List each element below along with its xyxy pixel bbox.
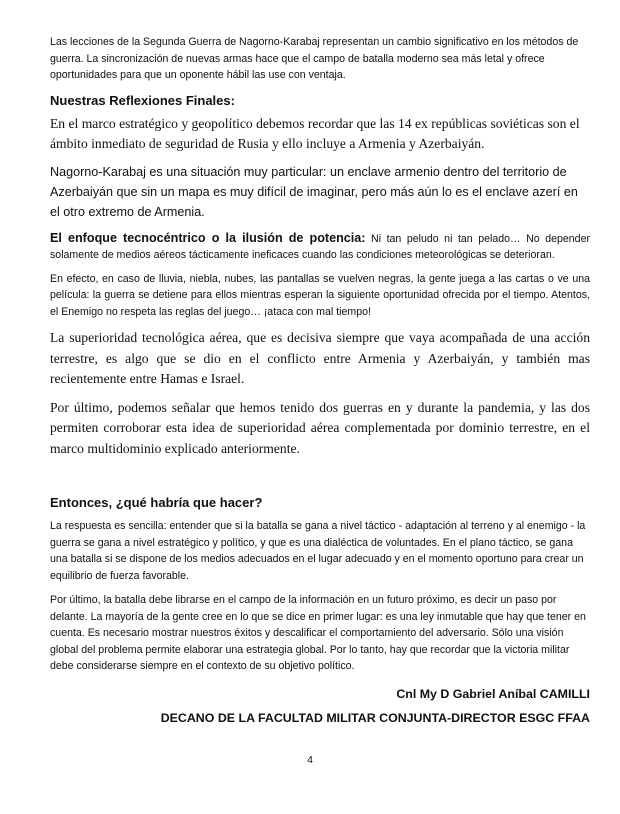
page-number: 4 — [307, 754, 313, 766]
what-to-do-paragraph-1: La respuesta es sencilla: entender que si la batalla se gana a nivel táctico - adaptación al terreno y al enemigo - la guerra se gana a nivel estratégico y político, y que es una dialéctica de voluntades. En el plano táctico, se gana una batalla si se dispone de los medios adecuados en el lugar adecuado y en el momento oportuno para crear un equilibrio de fuerza favorable. — [50, 520, 586, 582]
superiority-paragraph-2: Por último, podemos señalar que hemos tenido dos guerras en y durante la pandemia, y las dos permiten corroborar esta idea de superioridad aérea complementada por dominio terrestre, en el marco multidominio explicado anteriormente. — [50, 399, 590, 456]
what-to-do-heading: Entonces, ¿qué habría que hacer? — [50, 495, 263, 510]
signature-title: DECANO DE LA FACULTAD MILITAR CONJUNTA-DIRECTOR ESGC FFAA — [160, 710, 590, 725]
weather-paragraph: En efecto, en caso de lluvia, niebla, nubes, las pantallas se vuelven negras, la gente juega a las cartas o ve una película: la guerra se detiene para ellos mientras esperan la siguiente oportunidad ofrecida por el tiempo. Atentos, el Enemigo no respeta las reglas del juego… ¡ataca con mal tiempo! — [50, 272, 590, 318]
reflections-paragraph-1: En el marco estratégico y geopolítico debemos recordar que las 14 ex repúblicas soviéticas son el ámbito inmediato de seguridad de Rusia y ello incluye a Armenia y Azerbaiyán. — [50, 115, 580, 151]
what-to-do-paragraph-2: Por último, la batalla debe librarse en el campo de la información en un futuro próximo, es decir un paso por delante. La mayoría de la gente cree en lo que se dice en primer lugar: es una ley inmutable que hay que tener en cuenta. Es necesario mostrar nuestros éxitos y descalificar el comportamiento del adversario. Sólo una visión global del problema permite elaborar una estrategia global. Por lo tanto, hay que recordar que la victoria militar debe considerarse siempre en el contexto de su objetivo político. — [50, 594, 586, 672]
signature-name: Cnl My D Gabriel Aníbal CAMILLI — [396, 686, 590, 701]
reflections-heading: Nuestras Reflexiones Finales: — [50, 92, 235, 108]
reflections-paragraph-2: Nagorno-Karabaj es una situación muy particular: un enclave armenio dentro del territorio de Azerbaiyán que sin un mapa es muy difícil de imaginar, pero más aún lo es el enclave azerí en el otro extremo de Armenia. — [50, 164, 578, 219]
intro-paragraph: Las lecciones de la Segunda Guerra de Nagorno-Karabaj representan un cambio significativo en los métodos de guerra. La sincronización de nuevas armas hace que el campo de batalla moderno sea más letal y ofrece oportunidades para que un oponente hábil las use con ventaja. — [50, 36, 579, 81]
superiority-paragraph-1: La superioridad tecnológica aérea, que es decisiva siempre que vaya acompañada de una acción terrestre, es algo que se dio en el conflicto entre Armenia y Azerbaiyán, y también mas recientemente entre Hamas e Israel. — [50, 330, 590, 386]
technocentric-heading: El enfoque tecnocéntrico o la ilusión de potencia: — [50, 230, 366, 245]
technocentric-paragraph — [50, 230, 590, 264]
technocentric-text: Ni tan peludo ni tan pelado… No depender solamente de medios aéreos tácticamente ineficaces cuando las condiciones meteorológicas se deterioran. — [50, 232, 590, 261]
